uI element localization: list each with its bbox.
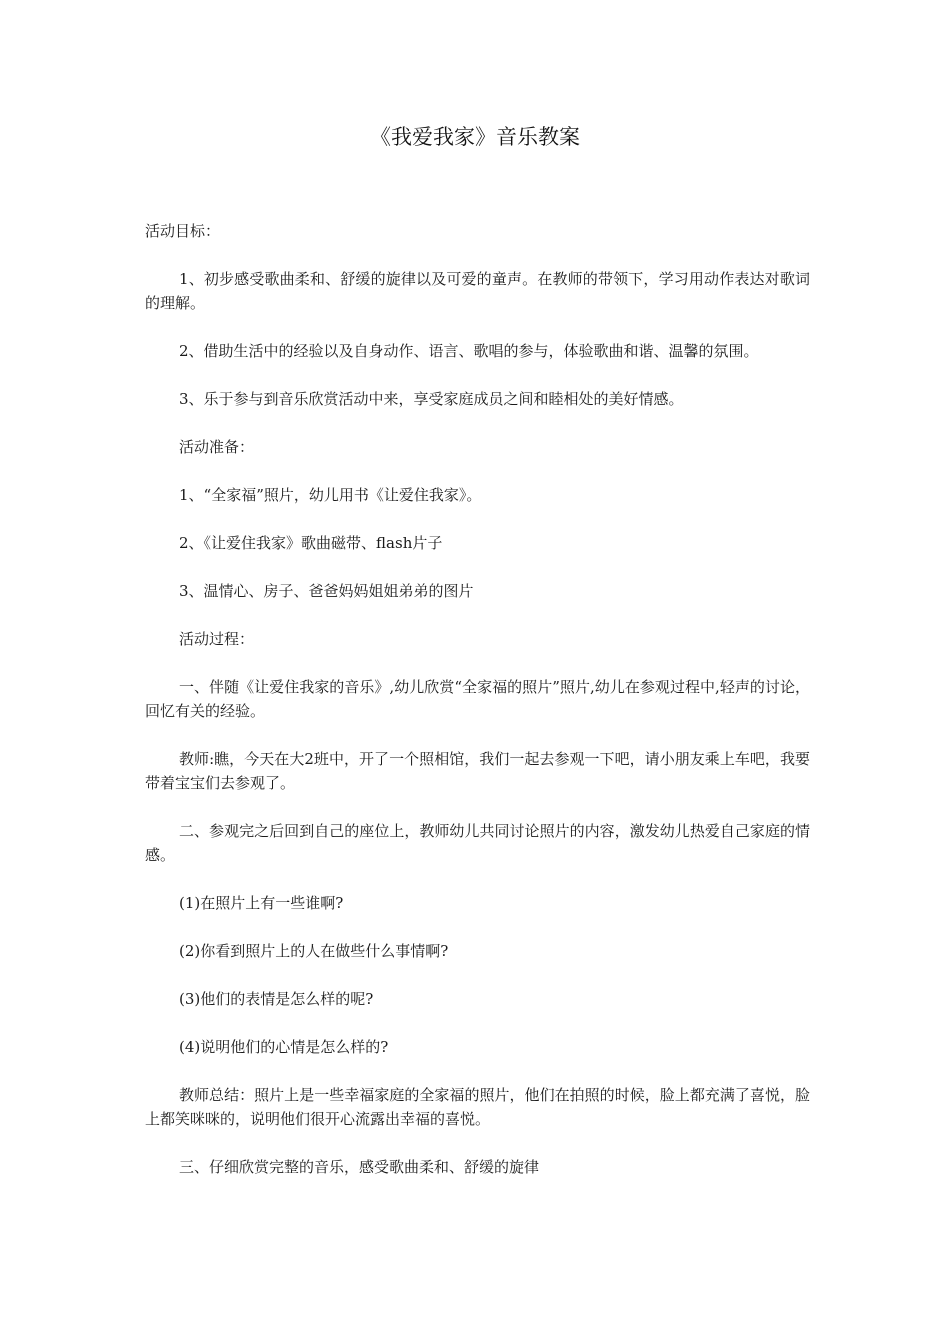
paragraph-preparation-3: 3、温情心、房子、爸爸妈妈姐姐弟弟的图片 xyxy=(179,582,474,600)
paragraph-question-1: (1)在照片上有一些谁啊? xyxy=(179,894,344,912)
paragraph-goal-3: 3、乐于参与到音乐欣赏活动中来，享受家庭成员之间和睦相处的美好情感。 xyxy=(179,390,684,408)
paragraph-goal-2: 2、借助生活中的经验以及自身动作、语言、歌唱的参与，体验歌曲和谐、温馨的氛围。 xyxy=(179,342,759,360)
paragraph-teacher-summary: 教师总结：照片上是一些幸福家庭的全家福的照片，他们在拍照的时候，脸上都充满了喜悦，脸上都笑咪咪的，说明他们很开心流露出幸福的喜悦。 xyxy=(145,1086,810,1128)
paragraph-process-step-2: 二、参观完之后回到自己的座位上，教师幼儿共同讨论照片的内容，激发幼儿热爱自己家庭的情感。 xyxy=(145,822,810,864)
paragraph-process-step-1: 一、伴随《让爱住我家的音乐》,幼儿欣赏“全家福的照片”照片,幼儿在参观过程中,轻声的讨论，回忆有关的经验。 xyxy=(145,678,810,720)
paragraph-preparation-heading: 活动准备： xyxy=(179,438,255,456)
paragraph-preparation-2: 2、《让爱住我家》歌曲磁带、flash片子 xyxy=(179,534,443,552)
paragraph-goal-1: 1、初步感受歌曲柔和、舒缓的旋律以及可爱的童声。在教师的带领下，学习用动作表达对歌词的理解。 xyxy=(145,270,810,312)
document-body xyxy=(145,219,810,1203)
paragraph-process-step-3: 三、仔细欣赏完整的音乐，感受歌曲柔和、舒缓的旋律 xyxy=(179,1158,540,1176)
paragraph-process-heading: 活动过程： xyxy=(179,630,255,648)
paragraph-question-4: (4)说明他们的心情是怎么样的? xyxy=(179,1038,389,1056)
paragraph-goals-heading: 活动目标： xyxy=(145,222,221,240)
document-title: 《我爱我家》音乐教案 xyxy=(370,125,580,149)
paragraph-question-2: (2)你看到照片上的人在做些什么事情啊? xyxy=(179,942,449,960)
paragraph-teacher-line: 教师:瞧，今天在大2班中，开了一个照相馆，我们一起去参观一下吧，请小朋友乘上车吧，我要带着宝宝们去参观了。 xyxy=(145,750,810,792)
paragraph-question-3: (3)他们的表情是怎么样的呢? xyxy=(179,990,374,1008)
paragraph-preparation-1: 1、“全家福”照片，幼儿用书《让爱住我家》。 xyxy=(179,486,482,504)
